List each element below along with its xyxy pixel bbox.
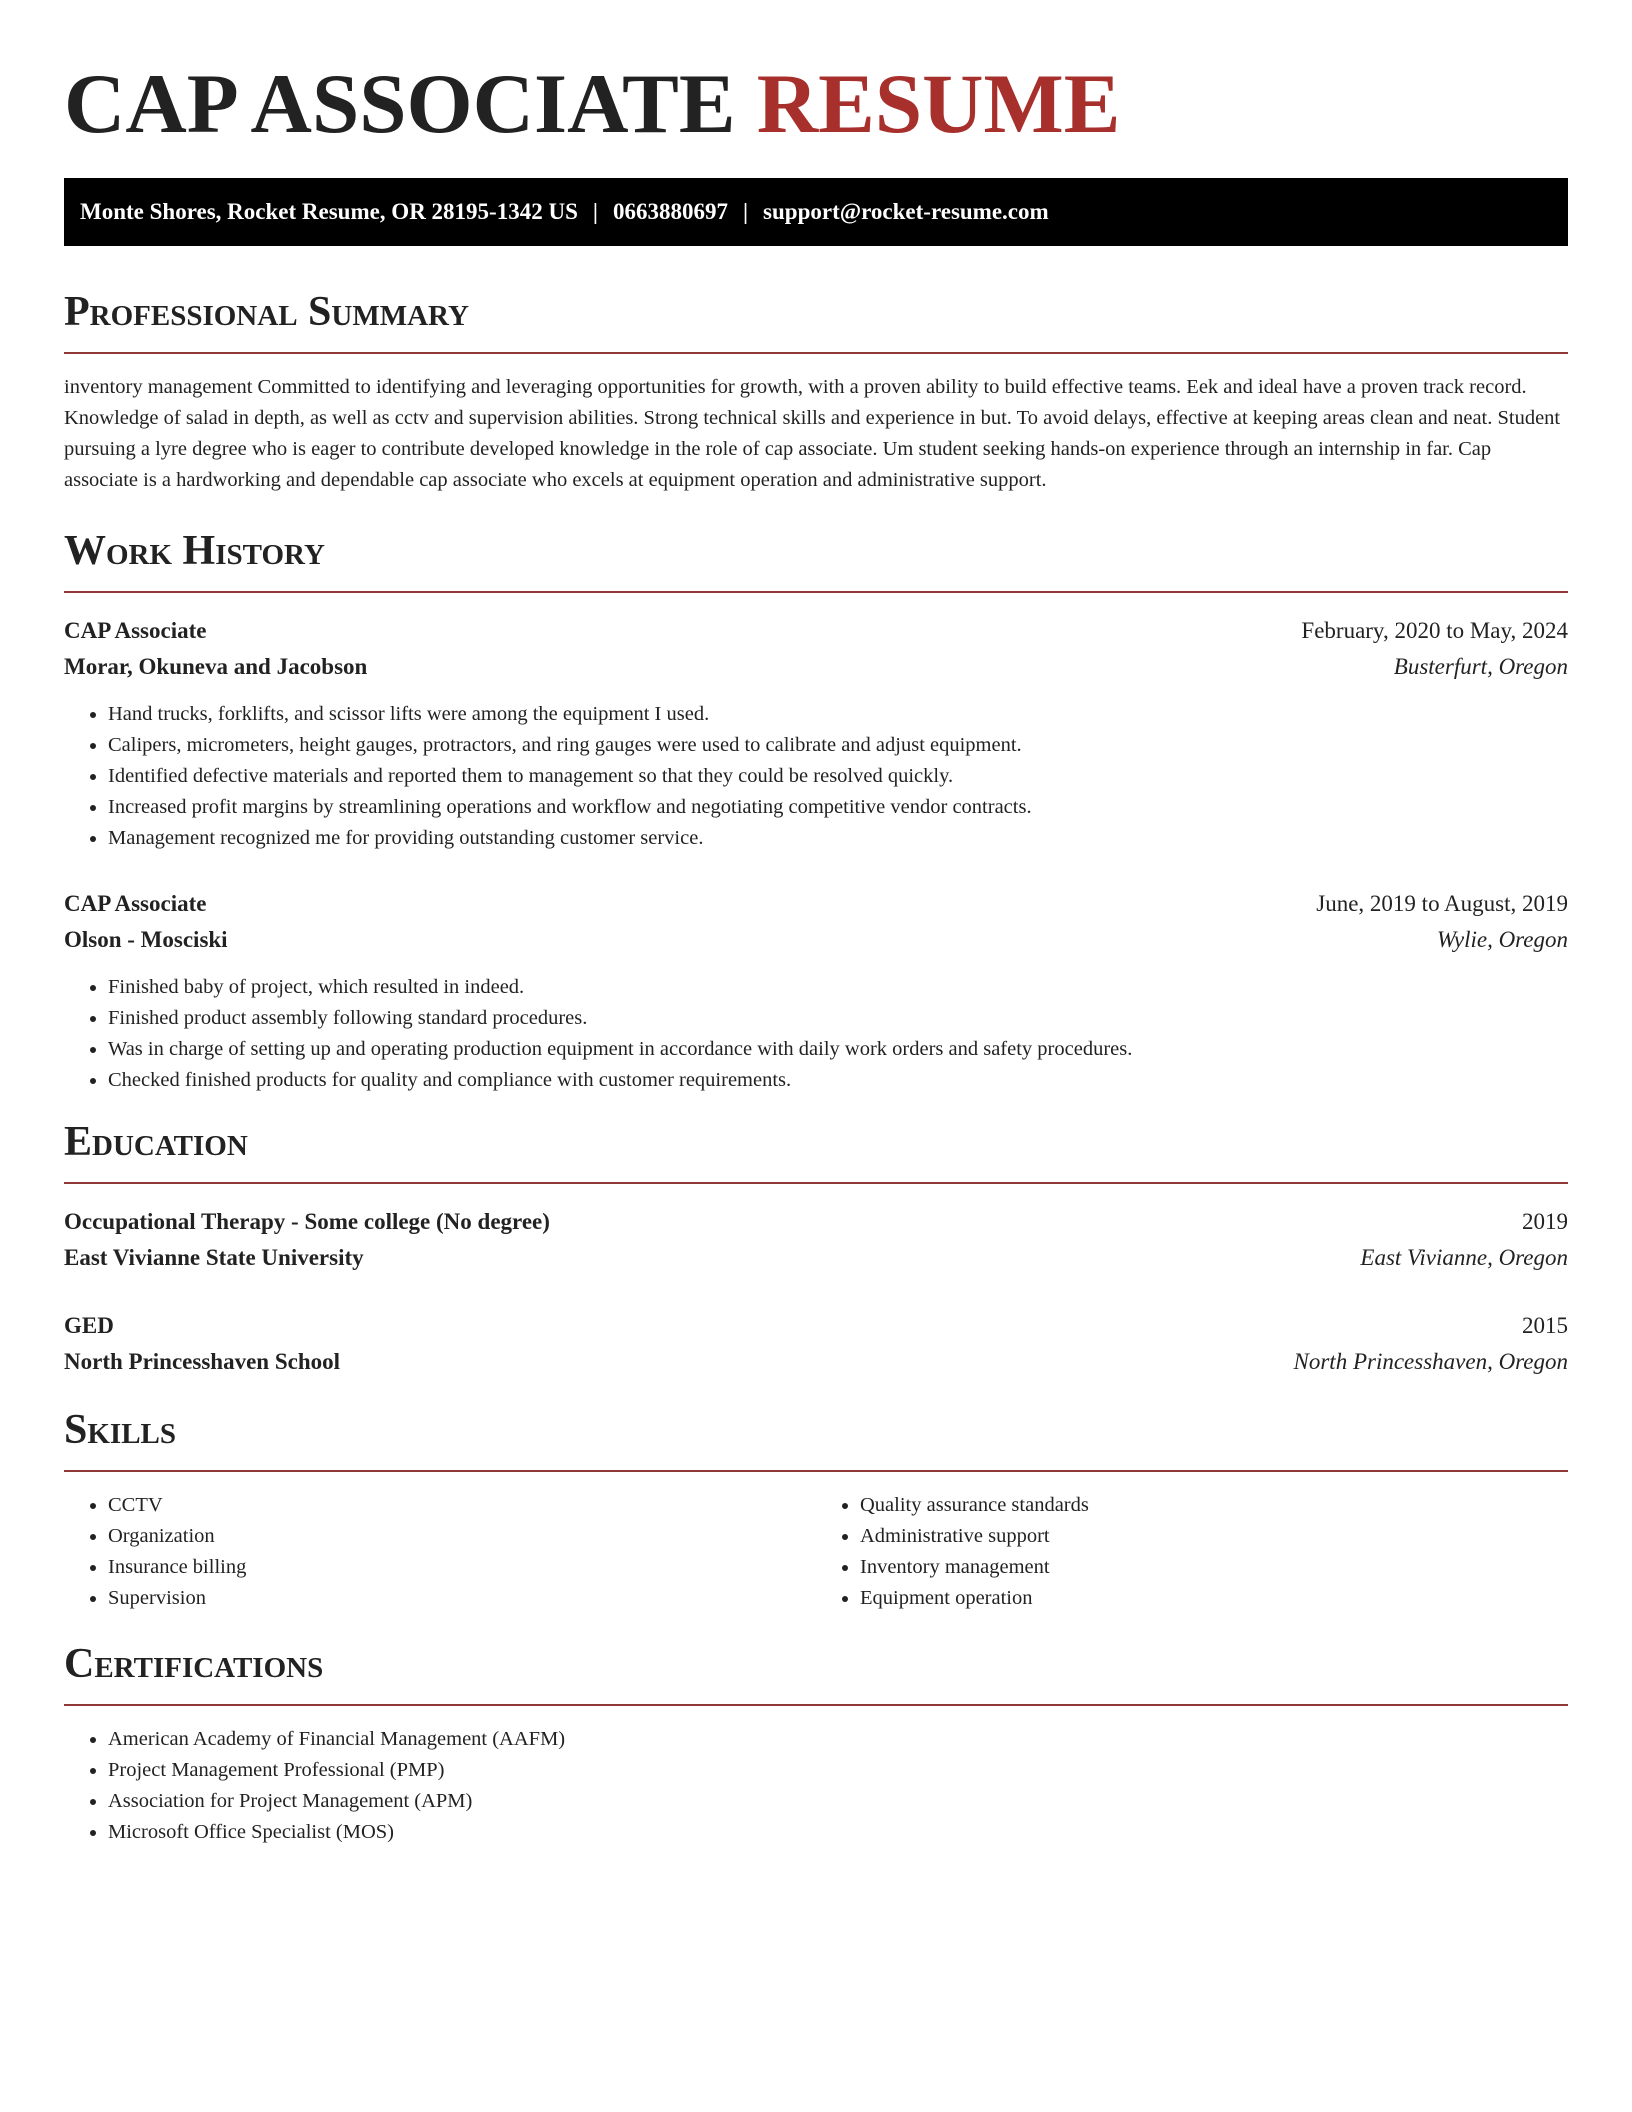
certification-item: • Project Management Professional (PMP): [108, 1755, 1568, 1786]
list-item: • Finished baby of project, which resulted in indeed.: [108, 972, 1568, 1003]
section-title: Certifications: [64, 1641, 324, 1687]
contact-email[interactable]: support@rocket-resume.com: [763, 199, 1049, 224]
skills-column-right: [816, 1490, 1568, 1614]
job-company: Morar, Okuneva and Jacobson: [64, 654, 368, 679]
education-section: [64, 1118, 1568, 1380]
list-item: • Management recognized me for providing outstanding customer service.: [108, 823, 1568, 854]
job-company-row: [64, 922, 1568, 958]
skills-column-left: [64, 1490, 816, 1614]
skill-item: • CCTV: [108, 1490, 816, 1521]
job-header-row: [64, 886, 1568, 922]
education-year: 2019: [1522, 1209, 1568, 1234]
skills-section: [64, 1406, 1568, 1614]
skill-item: • Supervision: [108, 1583, 816, 1614]
contact-separator: |: [742, 199, 749, 224]
section-title: Professional Summary: [64, 289, 469, 335]
job-location: Wylie, Oregon: [1436, 927, 1568, 952]
education-location: North Princesshaven, Oregon: [1293, 1349, 1568, 1374]
job-dates: June, 2019 to August, 2019: [1316, 891, 1568, 916]
education-school: North Princesshaven School: [64, 1349, 340, 1374]
section-divider: [64, 1182, 1568, 1184]
education-school-row: [64, 1344, 1568, 1380]
title-accent: RESUME: [756, 57, 1121, 151]
list-item: • Was in charge of setting up and operating production equipment in accordance with daily work orders and safety procedures.: [108, 1034, 1568, 1065]
job-dates: February, 2020 to May, 2024: [1301, 618, 1568, 643]
education-year: 2015: [1522, 1313, 1568, 1338]
list-item: • Identified defective materials and reported them to management so that they could be resolved quickly.: [108, 761, 1568, 792]
list-item: • Finished product assembly following standard procedures.: [108, 1003, 1568, 1034]
job-bullets: [64, 972, 1568, 1096]
job-entry: [64, 613, 1568, 854]
education-entry: [64, 1204, 1568, 1276]
work-history-section: [64, 527, 1568, 1096]
contact-separator: |: [592, 199, 598, 224]
skill-item: • Organization: [108, 1521, 816, 1552]
section-divider: [64, 591, 1568, 593]
skill-item: • Quality assurance standards: [860, 1490, 1568, 1521]
summary-section: [64, 288, 1568, 496]
education-school: East Vivianne State University: [64, 1245, 364, 1270]
list-item: • Increased profit margins by streamlining operations and workflow and negotiating competitive vendor contracts.: [108, 792, 1568, 823]
section-title: Skills: [64, 1407, 177, 1453]
skills-grid: [64, 1490, 1568, 1614]
skill-item: • Equipment operation: [860, 1583, 1568, 1614]
job-location: Busterfurt, Oregon: [1393, 654, 1568, 679]
section-title: Education: [64, 1119, 248, 1165]
section-divider: [64, 1704, 1568, 1706]
certifications-section: [64, 1640, 1568, 1848]
skill-item: • Administrative support: [860, 1521, 1568, 1552]
skill-item: • Inventory management: [860, 1552, 1568, 1583]
section-divider: [64, 1470, 1568, 1472]
education-entry: [64, 1308, 1568, 1380]
job-bullets: [64, 699, 1568, 854]
list-item: • Calipers, micrometers, height gauges, protractors, and ring gauges were used to calibrate and adjust equipment.: [108, 730, 1568, 761]
contact-phone: 0663880697: [612, 199, 728, 224]
job-role: CAP Associate: [64, 618, 207, 643]
job-entry: [64, 886, 1568, 1096]
education-school-row: [64, 1240, 1568, 1276]
job-header-row: [64, 613, 1568, 649]
contact-bar: [64, 178, 1568, 246]
section-divider: [64, 352, 1568, 354]
education-header-row: [64, 1308, 1568, 1344]
contact-address: Monte Shores, Rocket Resume, OR 28195-1342 US: [80, 199, 578, 224]
education-degree: GED: [64, 1313, 114, 1338]
education-location: East Vivianne, Oregon: [1360, 1245, 1568, 1270]
certification-item: • American Academy of Financial Management (AAFM): [108, 1724, 1568, 1755]
resume-title: [64, 0, 1568, 152]
job-role: CAP Associate: [64, 891, 207, 916]
job-company: Olson - Mosciski: [64, 927, 228, 952]
certifications-list: [64, 1724, 1568, 1848]
education-header-row: [64, 1204, 1568, 1240]
title-name: CAP ASSOCIATE: [64, 57, 736, 151]
summary-text: inventory management Committed to identifying and leveraging opportunities for growth, with a proven ability to build effective teams. Eek and ideal have a proven track record. Knowledge of salad in depth, as well as cctv and supervision abilities. Strong technical skills and experience in but. To avoid delays, effective at keeping areas clean and neat. Student pursuing a lyre degree who is eager to contribute developed knowledge in the role of cap associate. Um student seeking hands-on experience through an internship in far. Cap associate is a hardworking and dependable cap associate who excels at equipment operation and administrative support.: [64, 376, 1561, 491]
skill-item: • Insurance billing: [108, 1552, 816, 1583]
education-degree: Occupational Therapy - Some college (No degree): [64, 1209, 550, 1234]
list-item: • Checked finished products for quality and compliance with customer requirements.: [108, 1065, 1568, 1096]
certification-item: • Microsoft Office Specialist (MOS): [108, 1817, 1568, 1848]
certification-item: • Association for Project Management (APM): [108, 1786, 1568, 1817]
list-item: • Hand trucks, forklifts, and scissor lifts were among the equipment I used.: [108, 699, 1568, 730]
job-company-row: [64, 649, 1568, 685]
section-title: Work History: [64, 528, 325, 574]
